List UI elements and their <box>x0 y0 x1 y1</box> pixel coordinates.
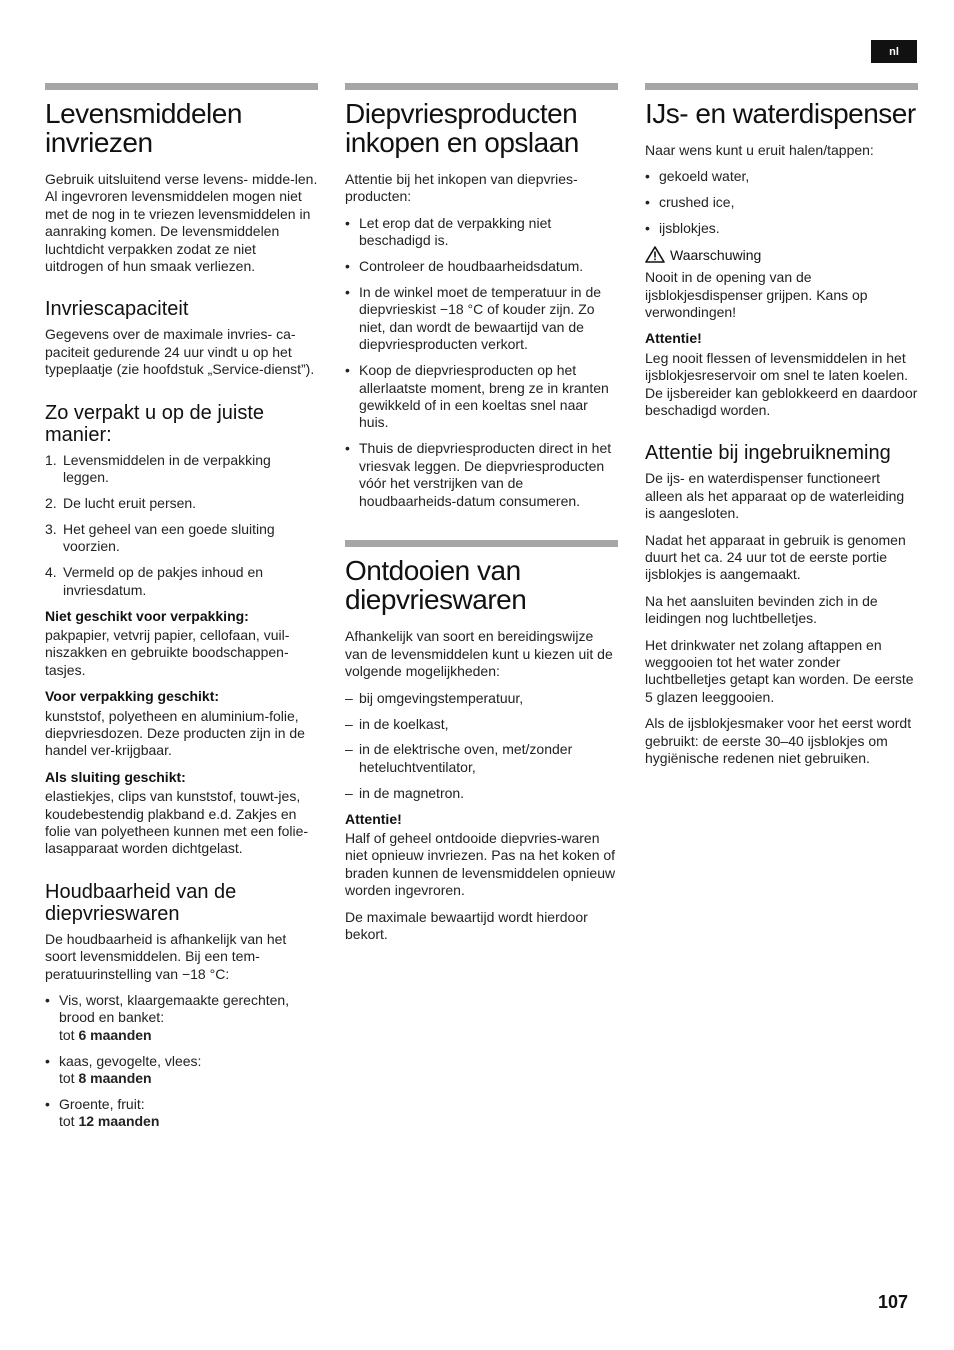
list-item: • Groente, fruit: tot 12 maanden <box>45 1096 160 1130</box>
list-item: – in de magnetron. <box>345 784 465 801</box>
list-item: • ijsblokjes. <box>645 220 720 237</box>
list-item: 3. Het geheel van een goede sluiting voorzien. <box>45 520 275 555</box>
first-use-paragraph: Nadat het apparaat in gebruik is genomen duurt het ca. 24 uur tot de eerste portie ijsblokjes is aangemaakt. <box>645 531 906 583</box>
closure-label: Als sluiting geschikt: <box>45 768 186 785</box>
suitable-text: kunststof, polyetheen en aluminium-folie, diepvriesdozen. Deze producten zijn in de handel ver-krijgbaar. <box>45 707 305 759</box>
storage-time-note: De maximale bewaartijd wordt hierdoor bekort. <box>345 908 588 943</box>
first-use-paragraph: Na het aansluiten bevinden zich in de leidingen nog luchtbelletjes. <box>645 592 878 627</box>
dispenser-list <box>645 168 918 237</box>
page-number: 107 <box>877 1292 908 1312</box>
warning-label: Waarschuwing <box>670 246 762 263</box>
section-title-freezing: Levensmiddelen invriezen <box>45 98 242 158</box>
section-divider <box>645 83 918 90</box>
list-item: • Let erop dat de verpakking niet beschadigd is. <box>345 214 552 249</box>
section-divider <box>345 540 618 547</box>
buying-intro: Attentie bij het inkopen van diepvries-producten: <box>345 171 578 205</box>
first-use-paragraph: De ijs- en waterdispenser functioneert alleen als het apparaat op de waterleiding is aangesloten. <box>645 470 905 522</box>
list-item: • crushed ice, <box>645 194 735 211</box>
packing-heading: Zo verpakt u op de juiste manier: <box>45 401 265 446</box>
section-title-thawing: Ontdooien van diepvrieswaren <box>345 555 527 616</box>
list-item: 2. De lucht eruit persen. <box>45 494 197 511</box>
thawing-intro: Afhankelijk van soort en bereidingswijze van de levensmiddelen kunt u kiezen uit de volgende mogelijkheden: <box>345 628 613 680</box>
thawing-list <box>345 690 618 803</box>
closure-text: elastiekjes, clips van kunststof, touwt-jes, koudebestendig plakband e.d. Zakjes en folie van polyetheen kunnen met een folie-lasapparaat worden dichtgelast. <box>45 788 309 857</box>
section-divider <box>45 83 318 90</box>
capacity-text: Gegevens over de maximale invries- ca-paciteit gedurende 24 uur vindt u op het typeplaatje (zie hoofdstuk „Service-dienst”). <box>45 326 315 378</box>
list-item: • Thuis de diepvriesproducten direct in het vriesvak leggen. De diepvriesproducten vóór het verstrijken van de houdbaarheids-datum consumeren. <box>345 440 612 509</box>
packing-steps <box>45 452 318 599</box>
warning-row <box>645 246 918 263</box>
shelf-life-text: De houdbaarheid is afhankelijk van het soort levensmiddelen. Bij een tem-peratuurinstelling van −18 °C: <box>45 930 287 982</box>
dispenser-intro: Naar wens kunt u eruit halen/tappen: <box>645 142 874 158</box>
first-use-paragraph: Als de ijsblokjesmaker voor het eerst wordt gebruikt: de eerste 30–40 ijsblokjes om hygiënische redenen niet gebruiken. <box>645 715 912 767</box>
list-item: • Koop de diepvriesproducten op het allerlaatste moment, breng ze in kranten gewikkeld of in een koeltas snel naar huis. <box>345 362 609 431</box>
section-title-buying: Diepvriesproducten inkopen en opslaan <box>345 98 579 158</box>
section-divider <box>345 83 618 90</box>
first-use-paragraph: Het drinkwater net zolang aftappen en weggooien tot het water zonder luchtbelletjes getapt kan worden. De eerste 5 glazen leeggooien. <box>645 636 914 705</box>
list-item: – in de koelkast, <box>345 715 449 732</box>
list-item: 1. Levensmiddelen in de verpakking leggen. <box>45 451 271 486</box>
attention-text: Half of geheel ontdooide diepvries-waren niet opnieuw invriezen. Pas na het koken of braden kunnen de levensmiddelen opnieuw worden ingevroren. <box>345 830 616 899</box>
list-item: 4. Vermeld op de pakjes inhoud en invriesdatum. <box>45 564 264 598</box>
warning-triangle-icon <box>645 246 665 263</box>
attention-label: Attentie! <box>645 330 702 347</box>
list-item: – in de elektrische oven, met/zonder heteluchtventilator, <box>345 741 573 775</box>
column-buying-thawing <box>345 83 618 953</box>
freezing-intro: Gebruik uitsluitend verse levens- midde-len. Al ingevroren levensmiddelen mogen niet met de nog in te vriezen levensmiddelen in aanraking komen. De levensmiddelen luchtdicht verpakken zodat ze niet uitdrogen of hun smaak verliezen. <box>45 171 318 275</box>
shelf-life-heading: Houdbaarheid van de diepvrieswaren <box>45 880 237 925</box>
capacity-heading: Invriescapaciteit <box>45 298 189 321</box>
buying-list <box>345 215 618 510</box>
list-item: • Vis, worst, klaargemaakte gerechten, brood en banket: tot 6 maanden <box>45 992 290 1043</box>
section-title-dispenser: IJs- en waterdispenser <box>645 98 916 129</box>
language-tab: nl <box>871 40 917 63</box>
shelf-life-list <box>45 992 318 1131</box>
warning-text: Nooit in de opening van de ijsblokjesdispenser grijpen. Kans op verwondingen! <box>645 269 868 320</box>
column-freezing <box>45 83 318 1139</box>
not-suitable-label: Niet geschikt voor verpakking: <box>45 607 249 624</box>
column-dispenser <box>645 83 918 776</box>
suitable-label: Voor verpakking geschikt: <box>45 688 220 705</box>
not-suitable-text: pakpapier, vetvrij papier, cellofaan, vuil-niszakken en gebruikte boodschappen-tasjes. <box>45 626 290 678</box>
attention-label: Attentie! <box>345 810 402 827</box>
list-item: – bij omgevingstemperatuur, <box>345 689 524 706</box>
list-item: • gekoeld water, <box>645 168 750 185</box>
list-item: • Controleer de houdbaarheidsdatum. <box>345 258 584 275</box>
first-use-heading: Attentie bij ingebruikneming <box>645 442 891 465</box>
list-item: • In de winkel moet de temperatuur in de diepvrieskist −18 °C of kouder zijn. Zo niet, dan wordt de bewaartijd van de diepvriesproducten verkort. <box>345 284 602 353</box>
list-item: • kaas, gevogelte, vlees: tot 8 maanden <box>45 1052 202 1087</box>
attention-text: Leg nooit flessen of levensmiddelen in het ijsblokjesreservoir om snel te laten koelen. De ijsbereider kan geblokkeerd en daardoor beschadigd worden. <box>645 349 918 418</box>
